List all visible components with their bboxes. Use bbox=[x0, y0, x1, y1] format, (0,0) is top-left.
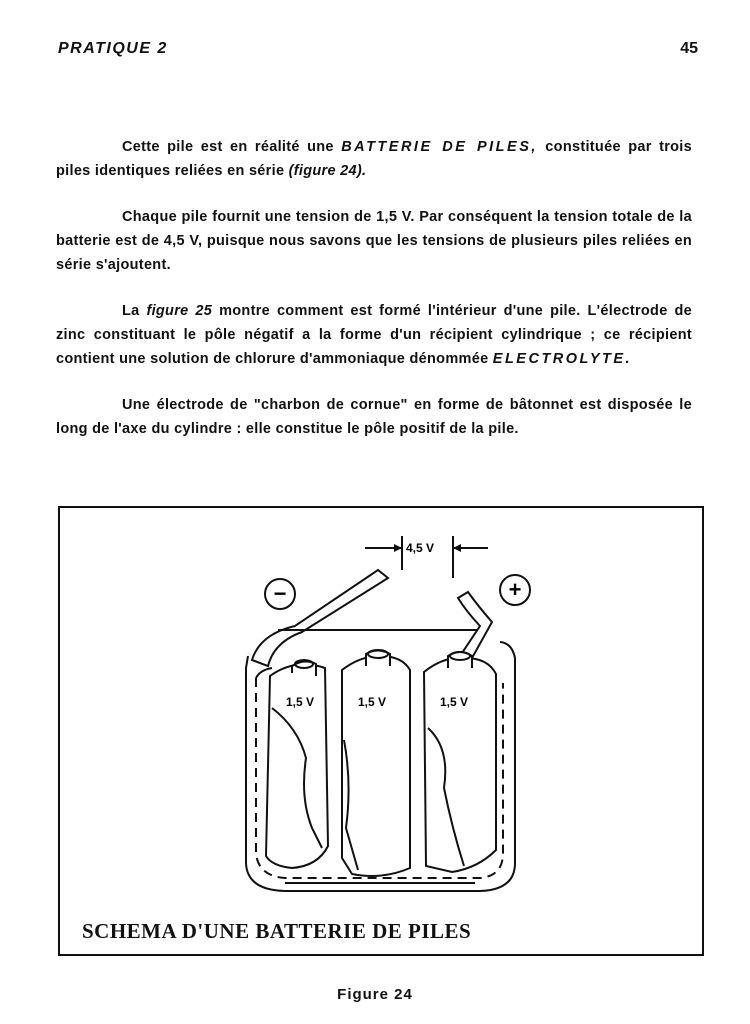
paragraph-3-text-a: La bbox=[122, 303, 147, 319]
cell-1-voltage-label: 1,5 V bbox=[286, 695, 315, 709]
total-voltage-label: 4,5 V bbox=[406, 541, 435, 555]
negative-lead bbox=[252, 570, 388, 666]
paragraph-3 bbox=[56, 299, 692, 371]
body-text bbox=[56, 135, 692, 463]
figure-box bbox=[58, 506, 704, 956]
page-number: 45 bbox=[680, 40, 698, 57]
paragraph-4: Une électrode de "charbon de cornue" en forme de bâtonnet est disposée le long de l'axe du cylindre : elle constitue le pôle positif de la pile. bbox=[56, 397, 692, 437]
negative-sign: − bbox=[273, 581, 287, 606]
cell-3-voltage-label: 1,5 V bbox=[440, 695, 469, 709]
term-electrolyte: ELECTROLYTE. bbox=[492, 351, 633, 367]
figure-reference-24: (figure 24). bbox=[288, 163, 367, 179]
paragraph-3-text-c: montre comment est formé l'intérieur d'une pile. L'électrode de zinc constituant le pôle négatif a la forme d'un récipient cylindrique ; ce récipient contient une solution de chlorure d'ammoniaque dénommée bbox=[56, 303, 693, 367]
figure-reference-25: figure 25 bbox=[146, 303, 213, 319]
cell-2-body bbox=[342, 656, 410, 876]
cell-2-voltage-label: 1,5 V bbox=[358, 695, 387, 709]
battery-diagram bbox=[60, 508, 702, 954]
running-head: PRATIQUE 2 bbox=[58, 40, 168, 57]
cell-3-body bbox=[424, 658, 496, 872]
positive-lead bbox=[458, 592, 492, 658]
figure-caption: Figure 24 bbox=[337, 986, 413, 1003]
positive-sign: + bbox=[508, 577, 522, 602]
paragraph-1 bbox=[56, 135, 692, 183]
paragraph-1-text-c: constituée par trois piles identiques reliées en série bbox=[56, 139, 692, 179]
page-header bbox=[58, 40, 698, 64]
figure-title: SCHEMA D'UNE BATTERIE DE PILES bbox=[82, 919, 472, 943]
dimension-arrow-left bbox=[394, 544, 402, 552]
paragraph-1-text-a: Cette pile est en réalité une bbox=[122, 139, 342, 155]
term-batterie-de-piles: BATTERIE DE PILES, bbox=[341, 139, 538, 155]
paragraph-2: Chaque pile fournit une tension de 1,5 V. Par conséquent la tension totale de la batterie est de 4,5 V, puisque nous savons que les tensions de plusieurs piles reliées en série s'ajoutent. bbox=[56, 209, 692, 273]
